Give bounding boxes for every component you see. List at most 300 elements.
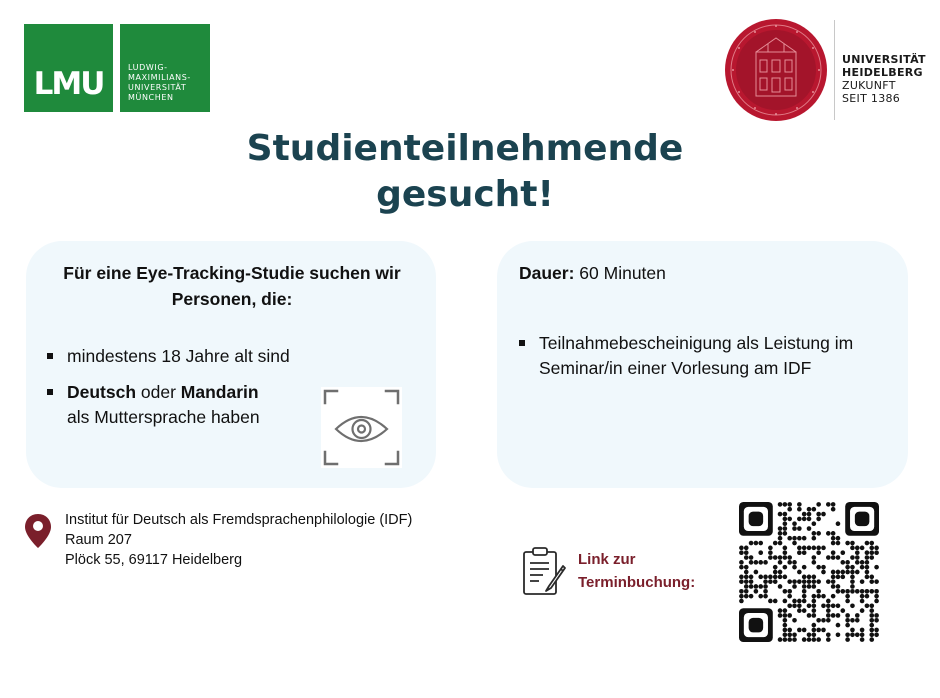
qr-module: [792, 526, 797, 531]
qr-module: [869, 613, 874, 618]
qr-module: [826, 637, 831, 642]
qr-module: [874, 632, 879, 637]
qr-module: [783, 632, 788, 637]
qr-module: [802, 594, 807, 599]
qr-module: [812, 637, 817, 642]
qr-module: [783, 521, 788, 526]
qr-module: [850, 589, 855, 594]
requirements-heading-line: Personen, die:: [171, 289, 293, 309]
qr-module: [768, 555, 773, 560]
qr-module: [787, 502, 792, 507]
qr-module: [831, 594, 836, 599]
list-item-text: mindestens 18 Jahre alt sind: [67, 346, 290, 366]
qr-module: [783, 589, 788, 594]
lmu-logo-line: LUDWIG-: [128, 63, 168, 72]
qr-module: [812, 608, 817, 613]
qr-module: [773, 555, 778, 560]
qr-module: [860, 579, 865, 584]
qr-module: [783, 613, 788, 618]
qr-module: [860, 637, 865, 642]
qr-module: [840, 589, 845, 594]
qr-module: [812, 507, 817, 512]
qr-module: [773, 599, 778, 604]
qr-module: [802, 589, 807, 594]
qr-module: [739, 546, 744, 551]
qr-module: [865, 565, 870, 570]
qr-module: [865, 575, 870, 580]
qr-module: [778, 555, 783, 560]
qr-module: [826, 502, 831, 507]
qr-module: [855, 546, 860, 551]
qr-module: [821, 594, 826, 599]
qr-module: [831, 541, 836, 546]
qr-module: [797, 526, 802, 531]
heidelberg-line: HEIDELBERG: [842, 66, 923, 79]
qr-module: [797, 579, 802, 584]
qr-module: [758, 541, 763, 546]
qr-module: [792, 637, 797, 642]
qr-module: [768, 599, 773, 604]
qr-module: [865, 603, 870, 608]
qr-module: [768, 579, 773, 584]
qr-module: [812, 575, 817, 580]
qr-module: [778, 570, 783, 575]
qr-module: [860, 594, 865, 599]
qr-module: [831, 507, 836, 512]
qr-module: [807, 632, 812, 637]
qr-module: [768, 550, 773, 555]
qr-module: [768, 546, 773, 551]
qr-module: [836, 603, 841, 608]
qr-module: [869, 589, 874, 594]
qr-module: [812, 579, 817, 584]
qr-module: [783, 512, 788, 517]
qr-module: [787, 594, 792, 599]
qr-module: [792, 599, 797, 604]
qr-module: [763, 579, 768, 584]
qr-module: [869, 555, 874, 560]
qr-module: [845, 599, 850, 604]
qr-module: [831, 579, 836, 584]
qr-module: [744, 589, 749, 594]
qr-module: [836, 570, 841, 575]
qr-module: [874, 546, 879, 551]
qr-module: [807, 526, 812, 531]
qr-module: [778, 536, 783, 541]
qr-module: [783, 637, 788, 642]
qr-module: [855, 555, 860, 560]
qr-module: [787, 579, 792, 584]
qr-module: [845, 613, 850, 618]
qr-module: [826, 613, 831, 618]
qr-module: [855, 550, 860, 555]
qr-module: [739, 594, 744, 599]
qr-module: [797, 599, 802, 604]
qr-module: [807, 579, 812, 584]
list-item: [519, 331, 899, 383]
qr-module: [836, 584, 841, 589]
qr-module: [749, 584, 754, 589]
qr-module: [797, 603, 802, 608]
qr-module: [787, 560, 792, 565]
qr-module: [797, 608, 802, 613]
qr-module: [802, 584, 807, 589]
qr-module: [787, 517, 792, 522]
qr-module: [826, 579, 831, 584]
qr-module: [831, 531, 836, 536]
qr-module: [754, 589, 759, 594]
qr-module: [754, 560, 759, 565]
qr-module: [836, 536, 841, 541]
qr-module: [787, 603, 792, 608]
qr-module: [778, 575, 783, 580]
qr-module: [869, 632, 874, 637]
qr-module: [739, 589, 744, 594]
booking-link-label[interactable]: [578, 548, 695, 594]
qr-module: [758, 560, 763, 565]
qr-module: [865, 550, 870, 555]
qr-module: [836, 623, 841, 628]
qr-module: [860, 608, 865, 613]
eye-scan-icon-box: [321, 387, 402, 468]
qr-module: [850, 618, 855, 623]
qr-module: [812, 560, 817, 565]
qr-module: [792, 579, 797, 584]
qr-module: [763, 589, 768, 594]
qr-module: [792, 521, 797, 526]
qr-module: [845, 618, 850, 623]
qr-module: [778, 512, 783, 517]
qr-finder: [749, 512, 763, 526]
qr-module: [826, 603, 831, 608]
qr-module: [778, 608, 783, 613]
qr-module: [855, 613, 860, 618]
qr-module: [792, 632, 797, 637]
qr-module: [812, 594, 817, 599]
qr-module: [749, 555, 754, 560]
eye-scan-icon: [321, 387, 402, 468]
page-title: [0, 126, 930, 218]
qr-module: [865, 541, 870, 546]
qr-module: [816, 589, 821, 594]
qr-module: [754, 570, 759, 575]
qr-module: [749, 594, 754, 599]
qr-module: [807, 517, 812, 522]
qr-module: [816, 546, 821, 551]
qr-module: [831, 603, 836, 608]
qr-module: [797, 536, 802, 541]
qr-module: [850, 603, 855, 608]
lmu-logo-mark: [24, 24, 113, 112]
qr-module: [850, 575, 855, 580]
qr-module: [802, 517, 807, 522]
qr-module: [821, 570, 826, 575]
lmu-logo-line: MAXIMILIANS-: [128, 73, 191, 82]
qr-module: [807, 603, 812, 608]
qr-module: [845, 565, 850, 570]
qr-module: [850, 632, 855, 637]
qr-module: [792, 584, 797, 589]
qr-module: [783, 623, 788, 628]
qr-finder: [749, 618, 763, 632]
qr-module: [778, 637, 783, 642]
qr-module: [792, 560, 797, 565]
qr-module: [812, 521, 817, 526]
qr-module: [802, 575, 807, 580]
qr-module: [783, 502, 788, 507]
qr-module: [869, 550, 874, 555]
qr-module: [812, 584, 817, 589]
heidelberg-seal-icon: [724, 18, 828, 122]
qr-module: [869, 546, 874, 551]
qr-module: [792, 536, 797, 541]
heidelberg-wordmark: [842, 53, 926, 105]
qr-module: [812, 628, 817, 633]
qr-module: [865, 589, 870, 594]
qr-module: [869, 608, 874, 613]
qr-module: [797, 570, 802, 575]
qr-module: [783, 599, 788, 604]
location-pin-icon: [24, 513, 52, 549]
qr-module: [802, 550, 807, 555]
qr-module: [874, 550, 879, 555]
logo-divider: [834, 20, 835, 120]
qr-module: [821, 512, 826, 517]
qr-module: [802, 512, 807, 517]
qr-module: [816, 512, 821, 517]
list-item-text: [67, 380, 260, 430]
qr-module: [778, 613, 783, 618]
qr-module: [739, 575, 744, 580]
qr-module: [778, 560, 783, 565]
qr-module: [802, 536, 807, 541]
qr-module: [744, 575, 749, 580]
heidelberg-line: UNIVERSITÄT: [842, 53, 926, 66]
qr-module: [758, 594, 763, 599]
qr-module: [850, 565, 855, 570]
qr-module: [783, 565, 788, 570]
qr-module: [792, 618, 797, 623]
qr-module: [821, 565, 826, 570]
qr-code[interactable]: [739, 502, 879, 642]
qr-module: [744, 570, 749, 575]
qr-module: [739, 550, 744, 555]
qr-module: [787, 628, 792, 633]
qr-module: [787, 555, 792, 560]
qr-module: [778, 541, 783, 546]
qr-module: [826, 618, 831, 623]
qr-module: [860, 632, 865, 637]
qr-module: [792, 603, 797, 608]
qr-module: [754, 584, 759, 589]
qr-module: [869, 579, 874, 584]
qr-module: [855, 560, 860, 565]
qr-module: [821, 546, 826, 551]
qr-module: [792, 565, 797, 570]
list-item-text-line: Teilnahmebescheinigung als Leistung im: [539, 333, 854, 353]
duration-label: Dauer:: [519, 263, 575, 283]
qr-module: [855, 618, 860, 623]
qr-module: [754, 541, 759, 546]
language-german: Deutsch: [67, 382, 137, 402]
qr-module: [831, 570, 836, 575]
qr-module: [783, 550, 788, 555]
qr-module: [783, 575, 788, 580]
language-mandarin: Mandarin: [180, 382, 259, 402]
qr-module: [797, 507, 802, 512]
qr-module: [802, 565, 807, 570]
qr-module: [869, 603, 874, 608]
qr-module: [840, 560, 845, 565]
bullet-marker: [47, 353, 53, 359]
qr-module: [840, 550, 845, 555]
qr-module: [783, 531, 788, 536]
qr-module: [763, 560, 768, 565]
qr-module: [807, 584, 812, 589]
qr-module: [865, 570, 870, 575]
qr-module: [787, 536, 792, 541]
qr-module: [845, 589, 850, 594]
qr-module: [797, 517, 802, 522]
qr-module: [744, 555, 749, 560]
qr-module: [739, 579, 744, 584]
qr-module: [763, 584, 768, 589]
qr-module: [768, 575, 773, 580]
lmu-logo-letters: LMU: [33, 66, 104, 102]
qr-module: [797, 502, 802, 507]
page-title-line: gesucht!: [376, 174, 554, 215]
qr-module: [840, 608, 845, 613]
qr-module: [845, 632, 850, 637]
qr-module: [778, 531, 783, 536]
qr-module: [821, 618, 826, 623]
qr-module: [874, 613, 879, 618]
qr-module: [797, 546, 802, 551]
qr-module: [826, 531, 831, 536]
qr-module: [807, 512, 812, 517]
duration-value: 60 Minuten: [574, 263, 666, 283]
qr-module: [812, 623, 817, 628]
qr-module: [763, 594, 768, 599]
heidelberg-line: SEIT 1386: [842, 92, 901, 105]
qr-module: [869, 637, 874, 642]
qr-module: [874, 594, 879, 599]
qr-module: [744, 594, 749, 599]
qr-module: [744, 584, 749, 589]
qr-module: [797, 550, 802, 555]
qr-module: [739, 560, 744, 565]
qr-module: [802, 608, 807, 613]
qr-module: [802, 628, 807, 633]
qr-module: [855, 589, 860, 594]
qr-module: [816, 502, 821, 507]
qr-module: [845, 560, 850, 565]
qr-module: [787, 507, 792, 512]
language-connector: oder: [136, 382, 181, 402]
qr-module: [831, 575, 836, 580]
list-item: [47, 344, 337, 370]
qr-module: [783, 608, 788, 613]
qr-module: [850, 555, 855, 560]
qr-module: [783, 546, 788, 551]
qr-finder: [855, 512, 869, 526]
qr-module: [758, 575, 763, 580]
list-item-text: [539, 331, 853, 381]
qr-module: [807, 637, 812, 642]
qr-module: [850, 570, 855, 575]
lmu-logo-line: MÜNCHEN: [128, 93, 174, 102]
requirements-heading: [52, 260, 412, 312]
qr-module: [865, 560, 870, 565]
qr-module: [812, 599, 817, 604]
qr-module: [816, 550, 821, 555]
qr-module: [816, 637, 821, 642]
qr-module: [749, 575, 754, 580]
qr-module: [812, 546, 817, 551]
bullet-marker: [519, 340, 525, 346]
qr-module: [812, 603, 817, 608]
qr-module: [787, 613, 792, 618]
qr-module: [812, 555, 817, 560]
lmu-logo-line: UNIVERSITÄT: [128, 83, 187, 92]
qr-module: [845, 637, 850, 642]
qr-module: [850, 541, 855, 546]
qr-module: [826, 608, 831, 613]
qr-module: [850, 584, 855, 589]
qr-module: [860, 565, 865, 570]
qr-module: [787, 637, 792, 642]
qr-module: [860, 546, 865, 551]
qr-module: [860, 599, 865, 604]
booking-line: Terminbuchung:: [578, 574, 696, 591]
qr-module: [783, 517, 788, 522]
duration-text: [519, 260, 666, 286]
qr-module: [739, 565, 744, 570]
qr-module: [812, 536, 817, 541]
qr-module: [845, 570, 850, 575]
qr-module: [860, 589, 865, 594]
qr-module: [831, 584, 836, 589]
lmu-logo-wordmark: [120, 24, 210, 112]
qr-module: [831, 536, 836, 541]
qr-module: [869, 618, 874, 623]
qr-module: [831, 613, 836, 618]
qr-module: [874, 618, 879, 623]
address-block: [65, 510, 412, 570]
qr-module: [773, 579, 778, 584]
qr-module: [802, 546, 807, 551]
qr-module: [840, 575, 845, 580]
qr-module: [874, 579, 879, 584]
qr-module: [850, 628, 855, 633]
qr-module: [869, 541, 874, 546]
qr-module: [787, 632, 792, 637]
qr-module: [744, 550, 749, 555]
qr-module: [802, 579, 807, 584]
qr-module: [865, 594, 870, 599]
qr-module: [816, 594, 821, 599]
qr-module: [845, 541, 850, 546]
list-item-text-line: Seminar/in einer Vorlesung am IDF: [539, 358, 812, 378]
list-item: [47, 380, 317, 432]
qr-module: [783, 555, 788, 560]
qr-module: [807, 546, 812, 551]
qr-module: [816, 531, 821, 536]
qr-module: [821, 603, 826, 608]
qr-module: [807, 613, 812, 618]
qr-module: [845, 623, 850, 628]
qr-module: [802, 637, 807, 642]
